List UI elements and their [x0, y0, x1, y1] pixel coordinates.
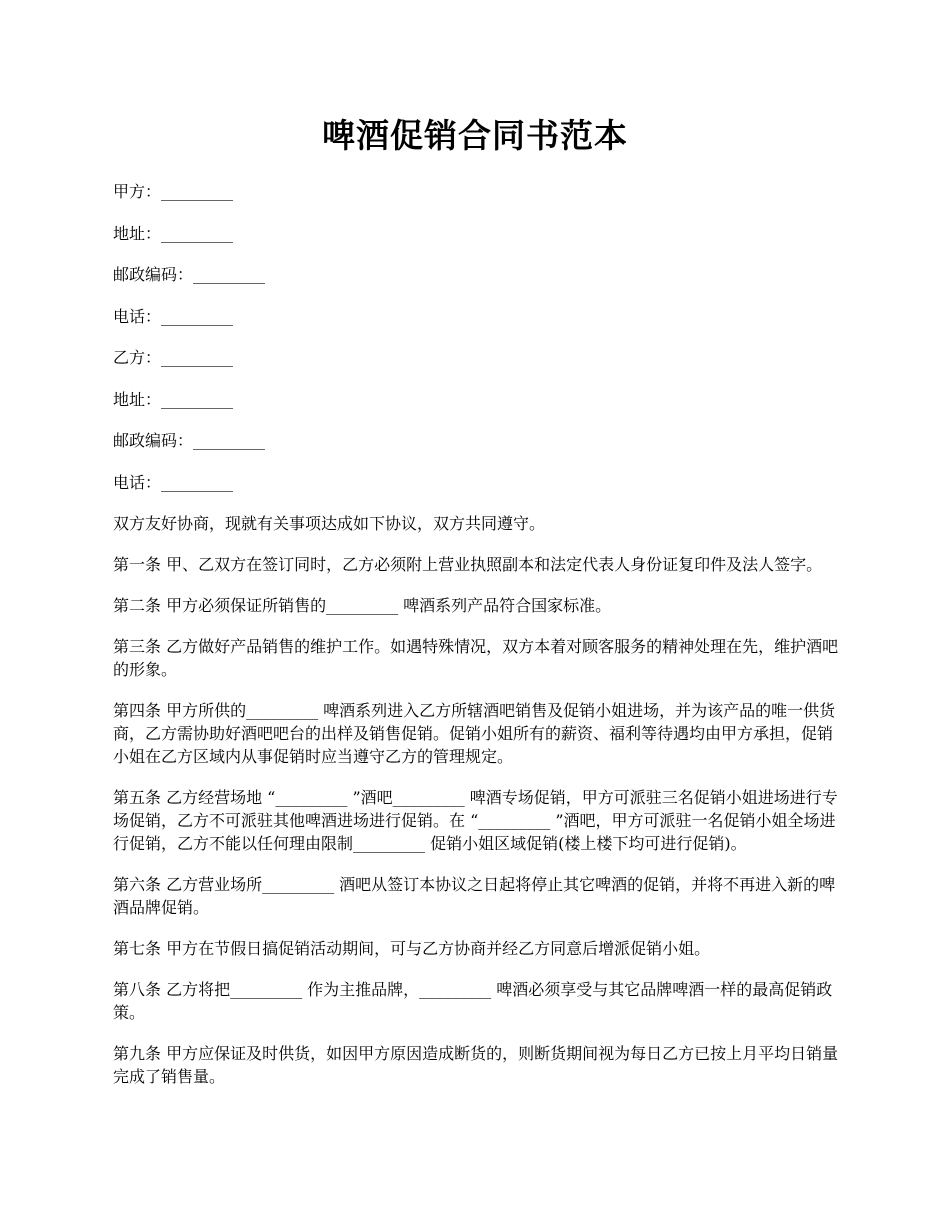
clause-5: 第五条 乙方经营场地 “_________ ”酒吧_________ 啤酒专场促销，甲方可派驻三名促销小姐进场进行专场促销，乙方不可派驻其他啤酒进场进行促销。在 “_________ ”酒吧，甲方可派驻一名促销小姐全场进行促销，乙方不能以任何理由限制_________ 促销小姐区域促销(楼上楼下均可进行促销)。	[113, 788, 838, 853]
party-b-phone-field: 电话：_________	[113, 472, 234, 492]
party-a-name-field: 甲方：_________	[113, 182, 234, 201]
party-a-phone-field: 电话：_________	[113, 306, 234, 326]
clause-4: 第四条 甲方所供的_________ 啤酒系列进入乙方所辖酒吧销售及促销小姐进场，并为该产品的唯一供货商，乙方需协助好酒吧吧台的出样及销售促销。促销小姐所有的薪资、福利等待遇均由甲方承担，促销小姐在乙方区域内从事促销时应当遵守乙方的管理规定。	[113, 701, 836, 766]
document-title: 啤酒促销合同书范本	[322, 116, 628, 155]
party-b-postcode-field: 邮政编码：_________	[113, 431, 266, 450]
clause-6: 第六条 乙方营业场所_________ 酒吧从签订本协议之日起将停止其它啤酒的促销，并将不再进入新的啤酒品牌促销。	[113, 875, 836, 917]
clause-2: 第二条 甲方必须保证所销售的_________ 啤酒系列产品符合国家标准。	[113, 596, 612, 615]
clause-8: 第八条 乙方将把_________ 作为主推品牌，_________ 啤酒必须享受与其它品牌啤酒一样的最高促销政策。	[113, 980, 833, 1022]
party-b-name-field: 乙方：_________	[113, 348, 234, 367]
clause-1: 第一条 甲、乙双方在签订同时，乙方必须附上营业执照副本和法定代表人身份证复印件及法人签字。	[113, 555, 823, 574]
document-body	[113, 180, 843, 1106]
intro-paragraph: 双方友好协商，现就有关事项达成如下协议，双方共同遵守。	[113, 514, 546, 533]
party-b-address-field: 地址：_________	[113, 389, 234, 409]
party-a-postcode-field: 邮政编码：_________	[113, 265, 266, 284]
clause-7: 第七条 甲方在节假日搞促销活动期间，可与乙方协商并经乙方同意后增派促销小姐。	[113, 939, 711, 958]
clause-3: 第三条 乙方做好产品销售的维护工作。如遇特殊情况，双方本着对顾客服务的精神处理在先，维护酒吧的形象。	[113, 637, 839, 679]
clause-9: 第九条 甲方应保证及时供货，如因甲方原因造成断货的，则断货期间视为每日乙方已按上月平均日销量完成了销售量。	[113, 1044, 839, 1086]
party-a-address-field: 地址：_________	[113, 223, 234, 243]
